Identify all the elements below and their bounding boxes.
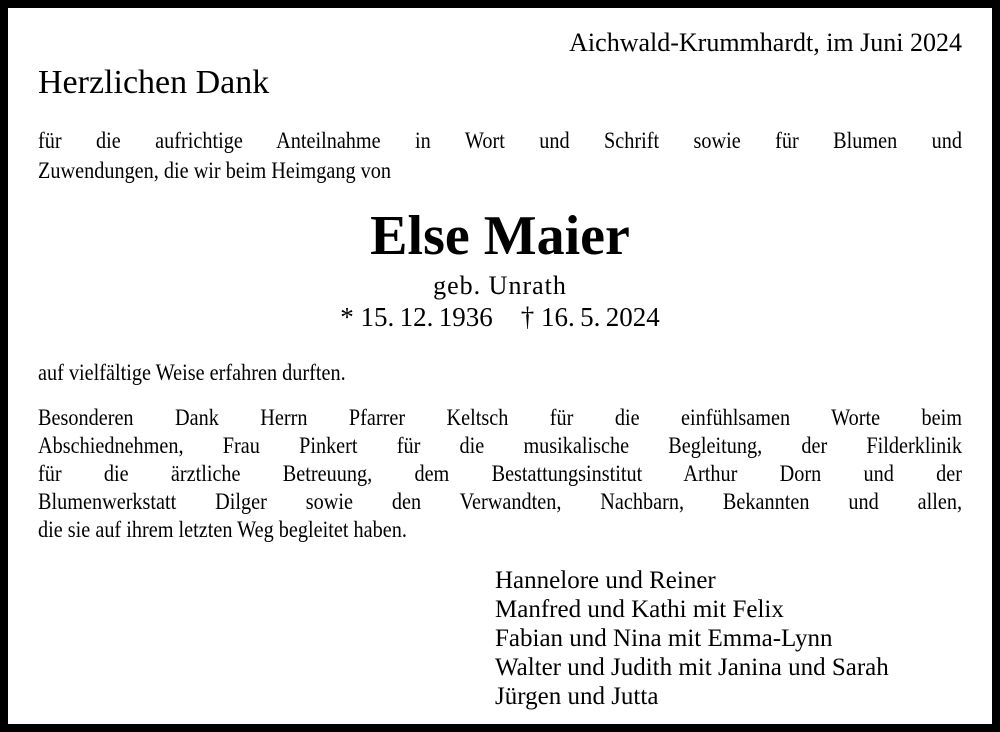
family-name-line: Walter und Judith mit Janina und Sarah xyxy=(495,654,889,681)
paragraph-line: Blumenwerkstatt Dilger sowie den Verwandten, Nachbarn, Bekannten und allen, xyxy=(38,489,962,514)
death-date: † 16. 5. 2024 xyxy=(520,302,660,332)
thanks-paragraph xyxy=(38,404,962,544)
paragraph-line: Abschiednehmen, Frau Pinkert für die musikalische Begleitung, der Filderklinik xyxy=(38,433,962,458)
maiden-name: geb. Unrath xyxy=(433,271,567,300)
family-name-line: Fabian und Nina mit Emma-Lynn xyxy=(495,625,833,652)
paragraph-line: für die ärztliche Betreuung, dem Bestattungsinstitut Arthur Dorn und der xyxy=(38,461,962,486)
paragraph-line: Zuwendungen, die wir beim Heimgang von xyxy=(38,158,392,183)
dateline: Aichwald-Krummhardt, im Juni 2024 xyxy=(569,28,962,57)
intro-paragraph xyxy=(38,126,962,186)
life-dates xyxy=(38,302,962,332)
deceased-name: Else Maier xyxy=(370,205,630,267)
family-names xyxy=(495,566,962,711)
paragraph-line: die sie auf ihrem letzten Weg begleitet haben. xyxy=(38,517,407,542)
paragraph-line: Besonderen Dank Herrn Pfarrer Keltsch für die einfühlsamen Worte beim xyxy=(38,405,962,430)
birth-date: * 15. 12. 1936 xyxy=(340,302,493,332)
family-name-line: Jürgen und Jutta xyxy=(495,683,659,710)
closing-line: auf vielfältige Weise erfahren durften. xyxy=(38,360,346,385)
family-name-line: Hannelore und Reiner xyxy=(495,567,716,594)
notice-title: Herzlichen Dank xyxy=(38,64,270,101)
family-name-line: Manfred und Kathi mit Felix xyxy=(495,596,784,623)
paragraph-line: für die aufrichtige Anteilnahme in Wort und Schrift sowie für Blumen und xyxy=(38,128,962,153)
